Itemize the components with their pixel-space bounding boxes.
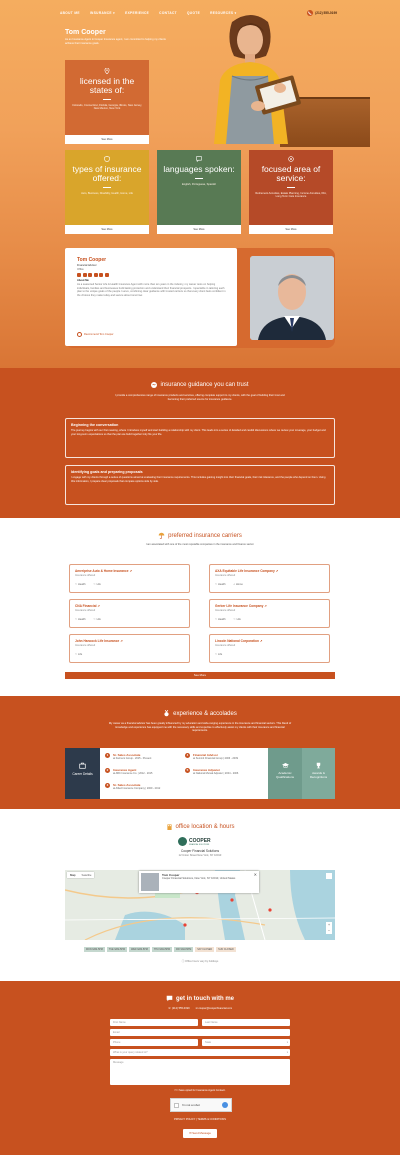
nav-experience[interactable]: EXPERIENCE	[125, 11, 150, 15]
hours-sat: SAT CLOSED	[197, 948, 213, 951]
conversation-title: Beginning the conversation	[71, 423, 119, 427]
divider	[287, 187, 295, 188]
email-icon[interactable]	[77, 273, 81, 277]
guidance-heading: insurance guidance you can trust	[160, 382, 249, 388]
send-message-button[interactable]: ✉ Send Message	[183, 1129, 217, 1138]
message-field[interactable]: Message	[110, 1059, 290, 1085]
nav-contact[interactable]: CONTACT	[159, 11, 177, 15]
hero-name: Tom Cooper	[65, 29, 106, 36]
contact-phone[interactable]: ☏ (212) 555-0199	[167, 1007, 190, 1010]
external-link-icon: ↗	[275, 569, 279, 573]
recaptcha-widget[interactable]: I'm not a robot	[170, 1098, 232, 1112]
trophy-icon	[315, 762, 322, 769]
target-icon	[288, 156, 294, 162]
contact-email[interactable]: ✉ cooper@cooperfinancial.com	[195, 1007, 233, 1010]
briefcase-icon	[79, 762, 86, 769]
nav-about[interactable]: ABOUT ME	[60, 11, 80, 15]
nav-phone[interactable]: (212) 555-0199	[307, 10, 337, 16]
licensed-heading: licensed in the states of:	[79, 76, 135, 95]
location-pin-icon	[104, 68, 110, 74]
divider	[103, 99, 111, 100]
licensed-text: Colorado, Connecticut, Florida, Georgia, Illinois, New Jersey, New Mexico, New York	[72, 103, 142, 111]
map-type-toggle	[67, 872, 94, 878]
social-links	[77, 273, 109, 277]
guidance-title-row	[0, 382, 400, 388]
experience-intro: My career as a financial advisor has been greatly influenced by my education and wide-ranging experience in the insurance and financial sectors. This blend of knowledge and experience has equipped me with the necessary skills and expertise to effectively assist my clients with their insurance and financial requirements.	[108, 722, 292, 732]
languages-see-more-button[interactable]: See More	[157, 225, 241, 234]
carriers-heading: preferred insurance carriers	[168, 532, 242, 539]
goals-text: I engage with my clients through a series of questions aimed at evaluating their insurance requirements. This includes gaining insight into their financial goals, their risk tolerance, and the people who depend on them. Using this information, I prepare clear proposals that compare options side by side.	[71, 476, 326, 483]
hero-tagline: As an Insurance Agent in Cooper Insurance agent, I am committed to helping my clients achieve their insurance goals.	[65, 38, 166, 45]
external-link-icon: ↗	[120, 639, 123, 643]
experience-heading: experience & accolades	[173, 710, 237, 717]
contact-section	[0, 981, 400, 1155]
academic-tab[interactable]	[268, 748, 302, 799]
awards-label: Awards & Recognitions	[309, 771, 328, 779]
facebook-icon[interactable]	[83, 273, 87, 277]
speech-bubble-icon	[196, 156, 202, 162]
office-address: 12 Union Street New York, NY 10013	[178, 854, 222, 857]
languages-heading: languages spoken:	[163, 164, 235, 174]
recaptcha-checkbox[interactable]	[174, 1103, 179, 1108]
external-link-icon: ↗	[259, 639, 263, 643]
carriers-sub: I am associated with one of the most reputable companies in the insurance and finance sector.	[145, 543, 255, 546]
goals-box	[65, 465, 335, 505]
handshake-icon	[151, 382, 157, 388]
profile-agency: Office	[77, 268, 84, 271]
goals-title: Identifying goals and preparing proposals	[71, 470, 143, 474]
licensed-see-more-button[interactable]: See More	[65, 135, 149, 144]
close-icon[interactable]: ✕	[253, 872, 257, 877]
focused-text: Retirement Annuities, Estate Planning, Income Annuities, IRA, Long Term Care Insurance	[255, 191, 327, 199]
about-text: As a seasoned Senior Life & Health Insurance Agent with more than ten years in the industry, my career rests on helping individuals, families and businesses build lasting protection and understand their financial prospects. I specialize in tailoring each plan to the unique goals of the people I serve, combining clear guidance with trusted carriers so that every client feels confident in the choices they make today and secure about tomorrow.	[77, 283, 226, 297]
career-details-label: Career Details	[72, 772, 93, 776]
instagram-icon[interactable]	[99, 273, 103, 277]
recommend-link[interactable]: Recommend Tom Cooper	[77, 332, 114, 337]
carrier-card[interactable]: Ameriprise Auto & Home Insurance ↗ Insurance offered ♡ Health ♡ Life	[69, 564, 190, 593]
hours-tue: TUE 9AM-5PM	[108, 948, 125, 951]
experience-item: 2 Insurance Agent at ABC Insurance Co. | 2012 - 2015	[106, 768, 153, 775]
office-title-row	[0, 823, 400, 830]
hours-mon: MON 9AM-5PM	[86, 948, 103, 951]
fullscreen-icon[interactable]	[326, 873, 332, 879]
logo-mark	[178, 837, 187, 846]
conversation-box	[65, 418, 335, 458]
types-see-more-button[interactable]: See More	[65, 225, 149, 234]
licensed-card	[65, 60, 149, 144]
divider	[195, 178, 203, 179]
last-name-field[interactable]: Last Name	[202, 1019, 290, 1026]
zoom-controls[interactable]: + −	[327, 922, 331, 933]
satellite-tab[interactable]: Satellite	[81, 873, 92, 877]
types-card	[65, 150, 149, 234]
twitter-icon[interactable]	[94, 273, 98, 277]
graduation-cap-icon	[282, 762, 289, 769]
youtube-icon[interactable]	[105, 273, 109, 277]
state-select[interactable]: State ▾	[202, 1039, 290, 1046]
carrier-card[interactable]: AXA Equitable Life Insurance Company ↗ Insurance offered ♡ Health ⌂ Home	[209, 564, 330, 593]
profile-name: Tom Cooper	[77, 257, 107, 263]
nav-quote[interactable]: QUOTE	[186, 11, 201, 15]
contact-title-row	[0, 995, 400, 1002]
recaptcha-logo-icon	[222, 1102, 228, 1108]
focused-see-more-button[interactable]: See More	[249, 225, 333, 234]
carrier-card[interactable]: CNA Financial ↗ Insurance offered ♡ Health ♡ Life	[69, 599, 190, 628]
office-hours	[84, 947, 236, 952]
career-details-tab[interactable]	[65, 748, 100, 799]
umbrella-icon	[158, 532, 165, 539]
first-name-field[interactable]: First Name	[110, 1019, 198, 1026]
nav-resources[interactable]: RESOURCES ▾	[210, 11, 237, 15]
office-heading: office location & hours	[175, 823, 235, 830]
languages-text: English, Portuguese, Spanish	[181, 182, 217, 186]
company-logo: COOPER FINANCIAL SOLUTIONS	[178, 837, 211, 846]
hours-thu: THU 9AM-5PM	[153, 948, 171, 951]
divider	[103, 187, 111, 188]
contact-info	[0, 1007, 400, 1011]
map-tab[interactable]: Map	[70, 873, 76, 877]
phone-field[interactable]: Phone	[110, 1039, 198, 1046]
medal-icon	[163, 710, 170, 717]
hours-fri: FRI 9AM-5PM	[176, 948, 192, 951]
external-link-icon: ↗	[264, 604, 267, 608]
profile-card	[65, 248, 237, 346]
popup-photo	[141, 873, 159, 891]
contact-heading: get in touch with me	[176, 995, 234, 1002]
carrier-card[interactable]: Lincoln National Corporation ↗ Insurance offered ♡ Life	[209, 634, 330, 663]
email-field[interactable]: Email	[110, 1029, 290, 1036]
profile-photo	[250, 256, 334, 340]
chevron-down-icon: ▾	[286, 1051, 288, 1054]
experience-item: 1 Sr. Sales Associate at Farmers Group - 2015 - Present	[106, 753, 152, 760]
agent-photo	[192, 10, 310, 144]
legal-links[interactable]: PRIVACY POLICY | TERMS & CONDITIONS	[174, 1118, 226, 1121]
experience-title-row	[0, 710, 400, 717]
carriers-see-more-button[interactable]: See More	[65, 672, 335, 679]
chevron-down-icon: ▾	[286, 1041, 288, 1044]
map-info-popup: Tom Cooper Cooper Financial Solutions, New York, NY 10013, United States ✕	[139, 871, 259, 893]
focused-card	[249, 150, 333, 234]
carriers-title-row	[0, 532, 400, 539]
hours-wed: WED 9AM-5PM	[130, 948, 148, 951]
carriers-section	[0, 518, 400, 696]
hero-section	[0, 0, 400, 368]
consent-checkbox[interactable]: ☐ I have opted for Insurance Agent Contact.	[174, 1089, 226, 1092]
external-link-icon: ↗	[97, 604, 101, 608]
experience-item: 4 Financial Advisor at Summit Financial Group | 2006 - 2009	[186, 753, 238, 760]
firm-name: Cooper Financial Solutions	[180, 849, 220, 853]
external-link-icon: ↗	[129, 569, 133, 573]
office-building-icon	[166, 823, 173, 830]
query-select[interactable]: What is your query related to? ▾	[110, 1049, 290, 1056]
conversation-text: The journey begins with our first meeting, where I introduce myself and start building a relationship with my client. This leads into a series of detailed and candid discussions where we review your coverage, your budget and your long-term expectations so that the plan we build together truly fits your life.	[71, 429, 326, 436]
hours-note: ⓘ Office hours vary by holidays	[181, 960, 219, 963]
guidance-section	[0, 368, 400, 518]
experience-item: 3 Sr. Sales Associate at Allied Insurance Company | 2009 - 2012	[106, 783, 161, 790]
about-heading: About Me	[77, 279, 89, 282]
academic-label: Academic Qualifications	[275, 771, 294, 779]
shield-icon	[104, 156, 110, 162]
awards-tab[interactable]	[302, 748, 335, 799]
hours-sun: SUN CLOSED	[218, 948, 234, 951]
linkedin-icon[interactable]	[88, 273, 92, 277]
experience-panel	[65, 748, 335, 799]
carrier-card[interactable]: John Hancock Life Insurance ↗ Insurance offered ♡ Life	[69, 634, 190, 663]
carrier-card[interactable]: Gerber Life Insurance Company ↗ Insurance offered ♡ Health ♡ Life	[209, 599, 330, 628]
types-text: Auto, Business, Disability, Health, Home, Life	[81, 191, 133, 195]
focused-heading: focused area of service:	[261, 164, 321, 183]
types-heading: types of insurance offered:	[72, 164, 142, 183]
thumbs-up-icon	[77, 332, 82, 337]
guidance-intro: I provide a comprehensive range of insurance products and services, offering complete support to my clients, with the goal of building their trust and becoming their preferred source for insurance guidance.	[115, 394, 285, 401]
chat-icon	[166, 995, 173, 1002]
experience-item: 5 Insurance Adjuster at National Mutual Adjuster | 2004 - 2006	[186, 768, 239, 775]
profile-title: Financial Advisor	[77, 264, 97, 267]
languages-card	[157, 150, 241, 234]
nav-insurance[interactable]: INSURANCE ▾	[89, 11, 116, 15]
